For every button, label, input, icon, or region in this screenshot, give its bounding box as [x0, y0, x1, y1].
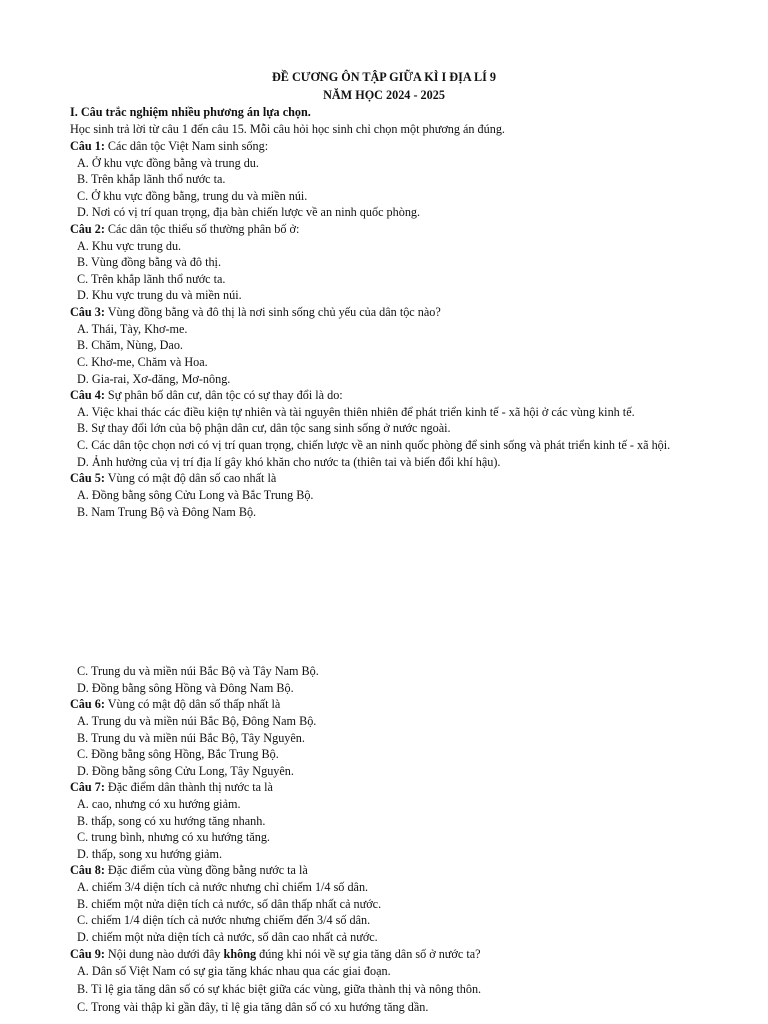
option-8d: D. chiếm một nửa diện tích cả nước, số dân cao nhất cả nước. — [77, 930, 378, 944]
option-2a: A. Khu vực trung du. — [77, 239, 182, 253]
question-label: Câu 4: — [70, 388, 105, 402]
question-5 — [70, 471, 276, 485]
question-8 — [70, 863, 308, 877]
question-label: Câu 3: — [70, 305, 105, 319]
question-4 — [70, 388, 343, 402]
option-2d: D. Khu vực trung du và miền núi. — [77, 288, 242, 302]
question-text-end: đúng khi nói về sự gia tăng dân số ở nước ta? — [256, 947, 481, 961]
question-label: Câu 6: — [70, 697, 105, 711]
option-9b: B. Tỉ lệ gia tăng dân số có sự khác biệt giữa các vùng, giữa thành thị và nông thôn. — [77, 982, 482, 996]
question-9 — [70, 947, 481, 961]
option-5d: D. Đồng bằng sông Hồng và Đông Nam Bộ. — [77, 681, 294, 695]
option-4c: C. Các dân tộc chọn nơi có vị trí quan trọng, chiến lược về an ninh quốc phòng để sinh sống và phát triển kinh tế - xã hội. — [77, 438, 671, 452]
option-8a: A. chiếm 3/4 diện tích cả nước nhưng chỉ chiếm 1/4 số dân. — [77, 880, 369, 894]
option-5c: C. Trung du và miền núi Bắc Bộ và Tây Nam Bộ. — [77, 664, 319, 678]
option-9c: C. Trong vài thập kỉ gần đây, tỉ lệ gia tăng dân số có xu hướng tăng dần. — [77, 1000, 429, 1014]
option-2b: B. Vùng đồng bằng và đô thị. — [77, 255, 221, 269]
question-label: Câu 7: — [70, 780, 105, 794]
school-year: NĂM HỌC 2024 - 2025 — [323, 88, 445, 102]
option-1b: B. Trên khắp lãnh thổ nước ta. — [77, 172, 226, 186]
option-7c: C. trung bình, nhưng có xu hướng tăng. — [77, 830, 270, 844]
question-label: Câu 2: — [70, 222, 105, 236]
question-text: Vùng có mật độ dân số cao nhất là — [104, 471, 277, 485]
option-7d: D. thấp, song xu hướng giảm. — [77, 847, 223, 861]
option-3c: C. Khơ-me, Chăm và Hoa. — [77, 355, 208, 369]
option-4b: B. Sự thay đổi lớn của bộ phận dân cư, dân tộc sang sinh sống ở nước ngoài. — [77, 421, 451, 435]
question-2 — [70, 222, 299, 236]
option-4a: A. Việc khai thác các điều kiện tự nhiên và tài nguyên thiên nhiên để phát triển kinh tế - xã hội ở các vùng kinh tế. — [77, 405, 635, 419]
question-text: Vùng đồng bằng và đô thị là nơi sinh sống chủ yếu của dân tộc nào? — [104, 305, 441, 319]
option-6a: A. Trung du và miền núi Bắc Bộ, Đông Nam Bộ. — [77, 714, 317, 728]
question-text: Các dân tộc Việt Nam sinh sống: — [104, 139, 269, 153]
question-7 — [70, 780, 273, 794]
question-label: Câu 9: — [70, 947, 105, 961]
option-3b: B. Chăm, Nùng, Dao. — [77, 338, 183, 352]
option-9a: A. Dân số Việt Nam có sự gia tăng khác nhau qua các giai đoạn. — [77, 964, 391, 978]
option-8b: B. chiếm một nửa diện tích cả nước, số dân thấp nhất cả nước. — [77, 897, 382, 911]
option-4d: D. Ảnh hưởng của vị trí địa lí gây khó khăn cho nước ta (thiên tai và biến đổi khí hậu). — [77, 455, 501, 469]
question-text: Đặc điểm dân thành thị nước ta là — [104, 780, 273, 794]
option-6d: D. Đồng bằng sông Cửu Long, Tây Nguyên. — [77, 764, 294, 778]
question-text: Nội dung nào dưới đây — [104, 947, 224, 961]
section-heading: I. Câu trắc nghiệm nhiều phương án lựa chọn. — [70, 105, 311, 119]
option-2c: C. Trên khắp lãnh thổ nước ta. — [77, 272, 226, 286]
question-text: Các dân tộc thiểu số thường phân bố ở: — [104, 222, 300, 236]
option-8c: C. chiếm 1/4 diện tích cả nước nhưng chiếm đến 3/4 số dân. — [77, 913, 371, 927]
question-text: Đặc điểm của vùng đồng bằng nước ta là — [104, 863, 308, 877]
question-3 — [70, 305, 441, 319]
option-1c: C. Ở khu vực đồng bằng, trung du và miền núi. — [77, 189, 308, 203]
option-7b: B. thấp, song có xu hướng tăng nhanh. — [77, 814, 266, 828]
option-1a: A. Ở khu vực đồng bằng và trung du. — [77, 156, 259, 170]
question-text: Sự phân bố dân cư, dân tộc có sự thay đổi là do: — [104, 388, 343, 402]
question-text: Vùng có mật độ dân số thấp nhất là — [104, 697, 281, 711]
option-5a: A. Đồng bằng sông Cửu Long và Bắc Trung Bộ. — [77, 488, 314, 502]
section-instruction: Học sinh trả lời từ câu 1 đến câu 15. Mỗi câu hỏi học sinh chỉ chọn một phương án đúng. — [70, 122, 505, 136]
option-3a: A. Thái, Tày, Khơ-me. — [77, 322, 188, 336]
question-label: Câu 5: — [70, 471, 105, 485]
option-7a: A. cao, nhưng có xu hướng giảm. — [77, 797, 241, 811]
option-3d: D. Gia-rai, Xơ-đăng, Mơ-nông. — [77, 372, 231, 386]
option-6c: C. Đồng bằng sông Hồng, Bắc Trung Bộ. — [77, 747, 279, 761]
question-label: Câu 8: — [70, 863, 105, 877]
question-6 — [70, 697, 280, 711]
option-6b: B. Trung du và miền núi Bắc Bộ, Tây Nguyên. — [77, 731, 305, 745]
question-label: Câu 1: — [70, 139, 105, 153]
option-5b: B. Nam Trung Bộ và Đông Nam Bộ. — [77, 505, 257, 519]
document-title: ĐỀ CƯƠNG ÔN TẬP GIỮA KÌ I ĐỊA LÍ 9 — [271, 70, 497, 84]
option-1d: D. Nơi có vị trí quan trọng, địa bàn chiến lược về an ninh quốc phòng. — [77, 205, 421, 219]
question-1 — [70, 139, 268, 153]
question-emphasis: không — [223, 947, 257, 961]
